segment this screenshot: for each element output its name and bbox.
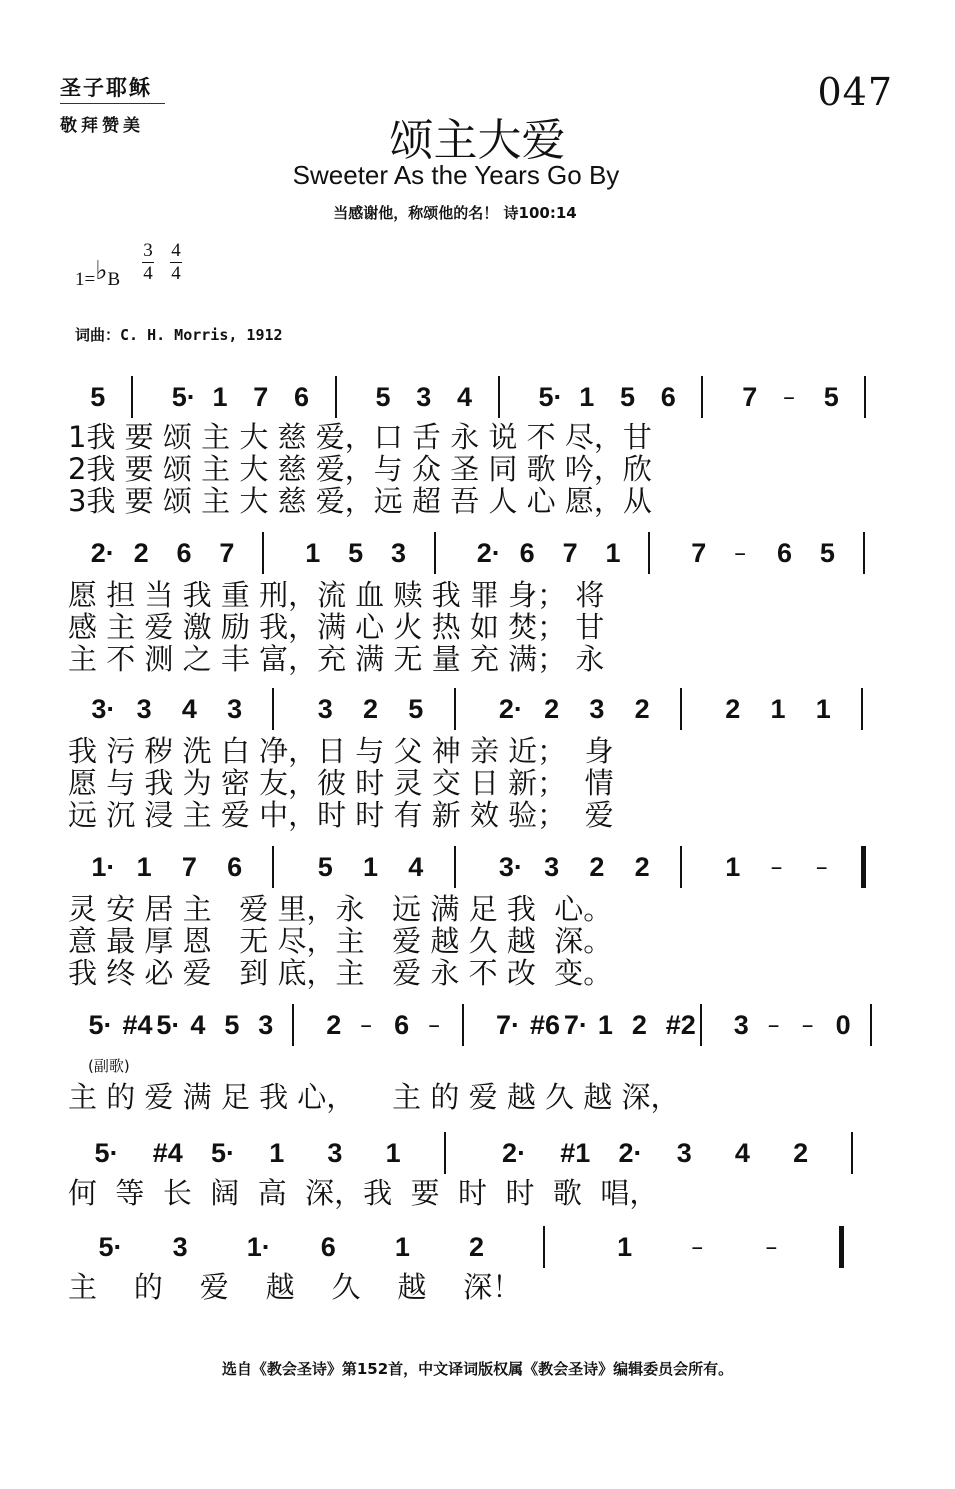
note: 5 bbox=[619, 382, 635, 412]
hymn-number: 047 bbox=[817, 70, 893, 114]
lyric-line: 感 主 爱 激 励 我，满 心 火 热 如 焚； 甘 bbox=[68, 610, 605, 644]
note: 2· bbox=[498, 694, 523, 724]
note: #1 bbox=[560, 1138, 591, 1168]
book-name: 圣子耶稣 bbox=[60, 75, 152, 100]
note: 6 bbox=[320, 1232, 336, 1262]
note-dash: – bbox=[767, 1011, 780, 1039]
note: 7 bbox=[181, 852, 197, 882]
lyric-line: 何 等 长 阔 高 深，我 要 时 时 歌 唱， bbox=[68, 1176, 659, 1210]
note: 1 bbox=[617, 1232, 633, 1262]
note-dash: – bbox=[801, 1011, 814, 1039]
note: 5 bbox=[90, 382, 106, 412]
barline bbox=[272, 846, 274, 888]
barline bbox=[335, 376, 337, 418]
barline bbox=[864, 376, 866, 418]
note: 5 bbox=[317, 852, 333, 882]
barline bbox=[262, 532, 264, 574]
note: 5 bbox=[348, 538, 364, 568]
note: 3· bbox=[91, 694, 116, 724]
note: 6 bbox=[293, 382, 309, 412]
note: 6 bbox=[660, 382, 676, 412]
note: 2· bbox=[502, 1138, 527, 1168]
lyric-line: 3我 要 颂 主 大 慈 爱，远 超 吾 人 心 愿，从 bbox=[68, 484, 652, 518]
note: 5· bbox=[156, 1010, 181, 1040]
barline bbox=[454, 846, 456, 888]
note: 2 bbox=[725, 694, 741, 724]
lyric-line: 主 的 爱 越 久 越 深！ bbox=[68, 1270, 522, 1304]
barline bbox=[680, 688, 682, 730]
final-barline bbox=[861, 846, 866, 888]
note: 5 bbox=[375, 382, 391, 412]
note: 1· bbox=[246, 1232, 271, 1262]
note: 2 bbox=[589, 852, 605, 882]
note-dash: – bbox=[734, 539, 747, 567]
note: 1 bbox=[362, 852, 379, 882]
note: 5· bbox=[171, 382, 196, 412]
note: 3 bbox=[416, 382, 432, 412]
note: 2 bbox=[362, 694, 379, 724]
lyric-line: 我 终 必 爱 到 底，主 爱 永 不 改 变。 bbox=[68, 956, 613, 990]
note: 4 bbox=[456, 382, 472, 412]
note: 5· bbox=[538, 382, 563, 412]
note: 6 bbox=[777, 538, 793, 568]
note: 7· bbox=[495, 1010, 520, 1040]
note: 7 bbox=[253, 382, 269, 412]
note: 3 bbox=[172, 1232, 188, 1262]
note: #4 bbox=[122, 1010, 153, 1040]
note: 3· bbox=[498, 852, 523, 882]
lyric-line: 主 不 测 之 丰 富，充 满 无 量 充 满； 永 bbox=[68, 642, 605, 676]
barline bbox=[851, 1132, 853, 1174]
time-sig-top: 4 bbox=[171, 240, 181, 261]
note-dash: – bbox=[782, 383, 795, 411]
note: 1 bbox=[770, 694, 786, 724]
note: 2 bbox=[326, 1010, 342, 1040]
note: 7 bbox=[219, 538, 235, 568]
barline bbox=[700, 1004, 702, 1046]
note: 7 bbox=[742, 382, 758, 412]
time-signature-1 bbox=[142, 240, 154, 285]
note: 6 bbox=[176, 538, 192, 568]
hymn-subtitle: Sweeter As the Years Go By bbox=[292, 160, 620, 190]
note-dash: – bbox=[691, 1233, 704, 1261]
note: 5 bbox=[408, 694, 424, 724]
note: 1 bbox=[579, 382, 595, 412]
final-barline bbox=[839, 1226, 844, 1268]
note: 3 bbox=[544, 852, 560, 882]
note: 6 bbox=[394, 1010, 410, 1040]
note: 1 bbox=[136, 852, 152, 882]
barline bbox=[701, 376, 703, 418]
note: 5· bbox=[94, 1138, 119, 1168]
scripture-reference: 当感谢他，称颂他的名！ 诗100:14 bbox=[333, 204, 577, 222]
note: 5· bbox=[210, 1138, 235, 1168]
note: 6 bbox=[519, 538, 535, 568]
book-section: 敬拜赞美 bbox=[60, 116, 144, 136]
barline bbox=[498, 376, 500, 418]
barline bbox=[462, 1004, 464, 1046]
time-signature-2 bbox=[170, 240, 182, 285]
note: 3 bbox=[227, 694, 243, 724]
note-dash: – bbox=[428, 1011, 441, 1039]
note: 2· bbox=[476, 538, 501, 568]
note: 4 bbox=[734, 1138, 750, 1168]
note: 5 bbox=[224, 1010, 240, 1040]
barline bbox=[680, 846, 682, 888]
key-prefix: 1= bbox=[75, 269, 96, 290]
note-dash: – bbox=[765, 1233, 778, 1261]
time-sig-bottom: 4 bbox=[171, 263, 181, 284]
lyric-line: 意 最 厚 恩 无 尽，主 爱 越 久 越 深。 bbox=[68, 924, 613, 958]
note: 3 bbox=[390, 538, 407, 568]
note: 1 bbox=[269, 1138, 285, 1168]
time-sig-bottom: 4 bbox=[143, 263, 153, 284]
barline bbox=[454, 688, 456, 730]
note: 3 bbox=[136, 694, 152, 724]
lyric-line: 2我 要 颂 主 大 慈 爱，与 众 圣 同 歌 吟，欣 bbox=[68, 452, 652, 486]
barline bbox=[272, 688, 274, 730]
barline bbox=[543, 1226, 545, 1268]
barline bbox=[434, 532, 436, 574]
note: 1 bbox=[394, 1232, 410, 1262]
note: 7· bbox=[563, 1010, 588, 1040]
note: #6 bbox=[529, 1010, 560, 1040]
note-dash: – bbox=[770, 853, 783, 881]
note: 6 bbox=[227, 852, 243, 882]
credit-line: 词曲：C. H. Morris, 1912 bbox=[75, 326, 283, 344]
time-sig-top: 3 bbox=[143, 240, 153, 261]
note: 1 bbox=[385, 1138, 401, 1168]
note: 3 bbox=[589, 694, 605, 724]
note: 5· bbox=[98, 1232, 123, 1262]
note: #4 bbox=[152, 1138, 183, 1168]
note: 3 bbox=[317, 694, 333, 724]
note: 2 bbox=[634, 694, 650, 724]
flat-sign-icon: ♭ bbox=[95, 256, 108, 285]
lyric-line: 我 污 秽 洗 白 净，日 与 父 神 亲 近； 身 bbox=[68, 734, 614, 768]
note: 2 bbox=[631, 1010, 647, 1040]
lyric-line: 愿 担 当 我 重 刑，流 血 赎 我 罪 身； 将 bbox=[68, 578, 605, 612]
note: 1 bbox=[305, 538, 321, 568]
lyric-line: 主 的 爱 满 足 我 心， 主 的 爱 越 久 越 深， bbox=[68, 1080, 680, 1114]
key-signature bbox=[75, 256, 121, 292]
note: 5· bbox=[88, 1010, 113, 1040]
note: 5 bbox=[819, 538, 835, 568]
key-note: B bbox=[107, 269, 121, 290]
note: 1 bbox=[212, 382, 228, 412]
barline bbox=[861, 688, 863, 730]
note: 0 bbox=[835, 1010, 851, 1040]
note: 7 bbox=[691, 538, 707, 568]
note-dash: – bbox=[360, 1011, 373, 1039]
note: 2 bbox=[133, 538, 149, 568]
note: 4 bbox=[190, 1010, 206, 1040]
note: 7 bbox=[562, 538, 578, 568]
note: 4 bbox=[181, 694, 197, 724]
note: 1· bbox=[91, 852, 116, 882]
hymn-title: 颂主大爱 bbox=[389, 115, 566, 166]
note: 4 bbox=[408, 852, 424, 882]
note: 2 bbox=[544, 694, 560, 724]
footnote: 选自《教会圣诗》第152首，中文译词版权属《教会圣诗》编辑委员会所有。 bbox=[221, 1360, 734, 1378]
note: 1 bbox=[815, 694, 831, 724]
barline bbox=[444, 1132, 446, 1174]
lyric-line: 愿 与 我 为 密 友，彼 时 灵 交 日 新； 情 bbox=[68, 766, 614, 800]
barline bbox=[648, 532, 650, 574]
lyric-line: 1我 要 颂 主 大 慈 爱，口 舌 永 说 不 尽，甘 bbox=[68, 420, 652, 454]
note: 1 bbox=[597, 1010, 613, 1040]
note: 2 bbox=[468, 1232, 484, 1262]
barline bbox=[870, 1004, 872, 1046]
refrain-label: (副歌) bbox=[88, 1057, 130, 1075]
lyric-line: 灵 安 居 主 爱 里，永 远 满 足 我 心。 bbox=[68, 892, 613, 926]
note: 5 bbox=[823, 382, 839, 412]
note: #2 bbox=[665, 1010, 696, 1040]
note: 2 bbox=[634, 852, 650, 882]
note: 3 bbox=[676, 1138, 692, 1168]
barline bbox=[863, 532, 865, 574]
barline bbox=[131, 376, 133, 418]
note: 2· bbox=[618, 1138, 643, 1168]
lyric-line: 远 沉 浸 主 爱 中，时 时 有 新 效 验； 爱 bbox=[68, 798, 614, 832]
note: 1 bbox=[725, 852, 741, 882]
note: 1 bbox=[605, 538, 621, 568]
note: 3 bbox=[327, 1138, 343, 1168]
note: 3 bbox=[733, 1010, 749, 1040]
barline bbox=[292, 1004, 294, 1046]
note: 2· bbox=[90, 538, 115, 568]
note: 2 bbox=[793, 1138, 809, 1168]
note: 3 bbox=[258, 1010, 274, 1040]
note-dash: – bbox=[815, 853, 828, 881]
